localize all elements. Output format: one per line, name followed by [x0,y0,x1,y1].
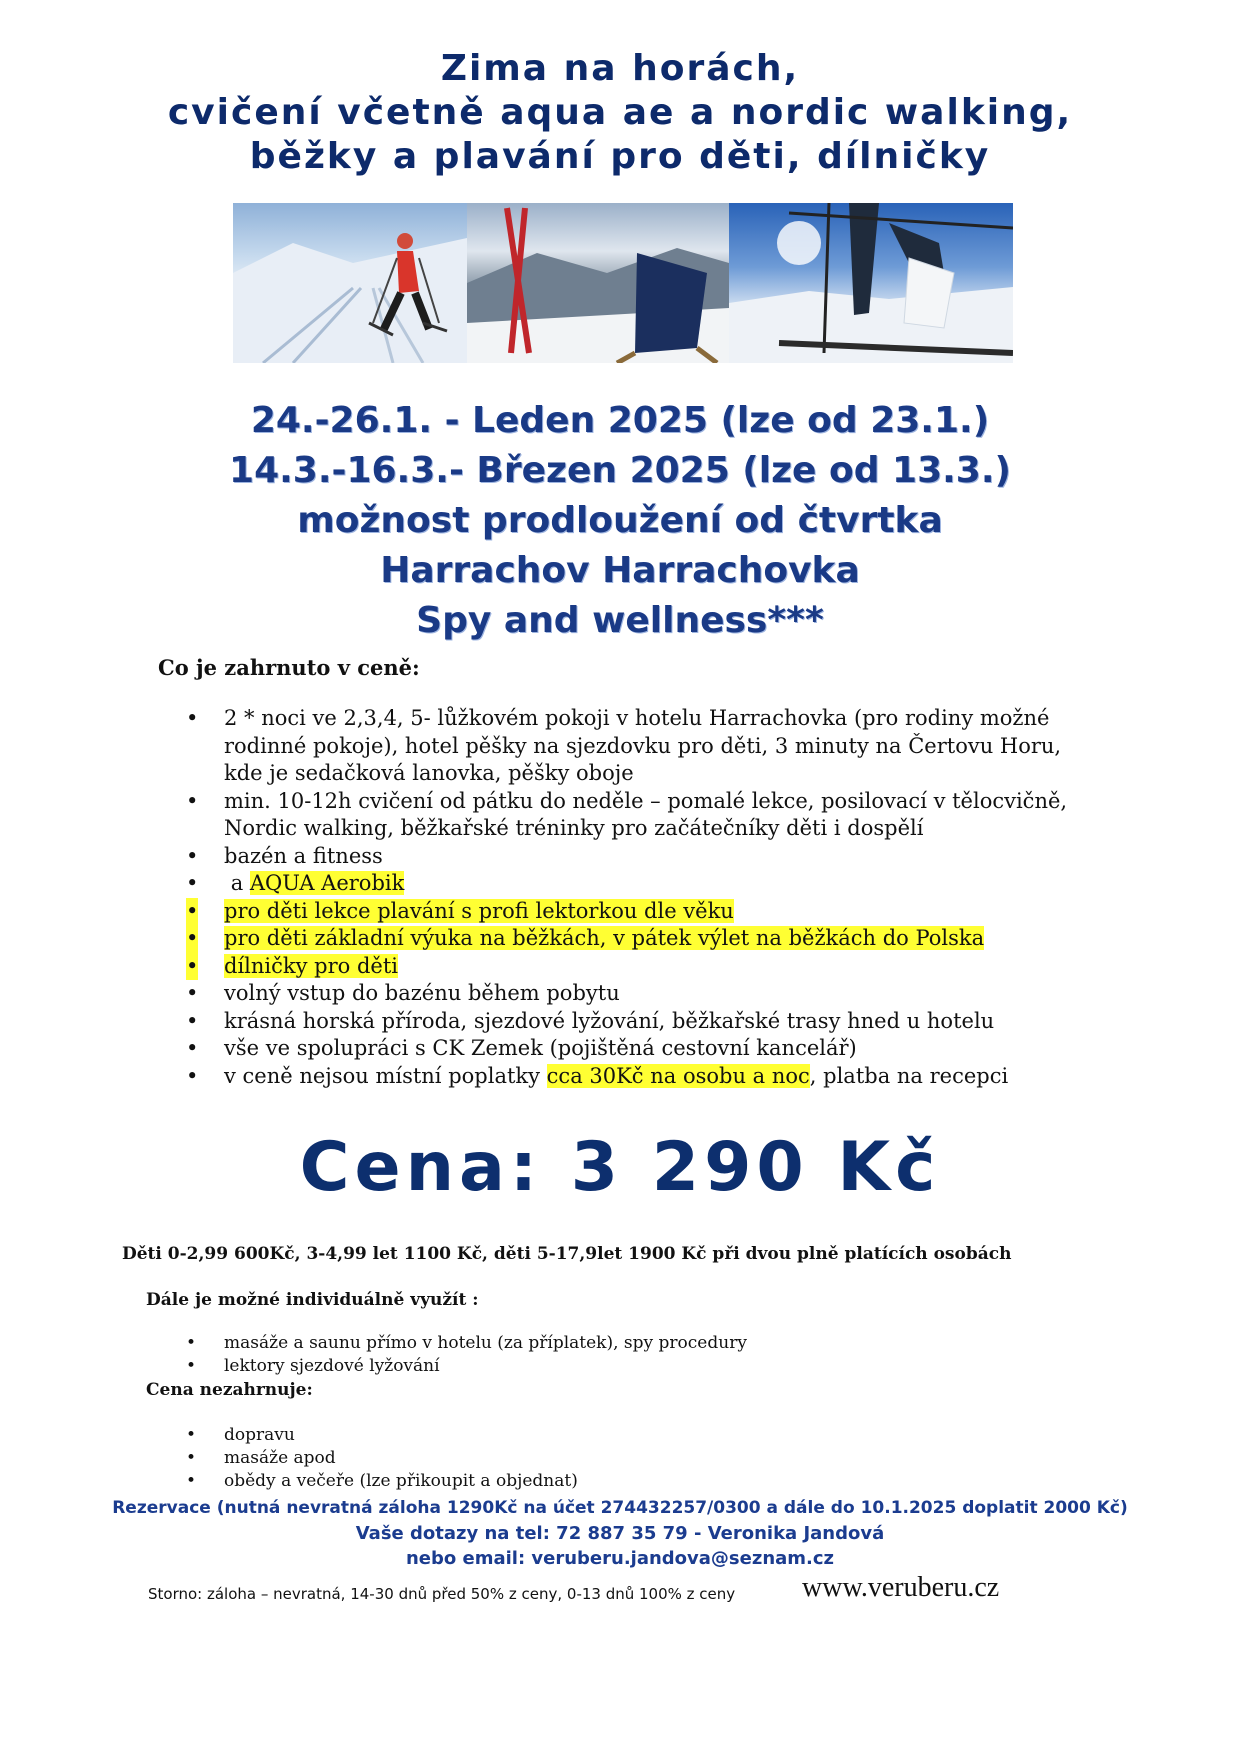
storno-terms: Storno: záloha – nevratná, 14-30 dnů před 50% z ceny, 0-13 dnů 100% z ceny [148,1585,736,1603]
optional-heading: Dále je možné individuálně využít : [146,1290,479,1310]
list-item: • krásná horská příroda, sjezdové lyžování, běžkařské trasy hned u hotelu [186,1008,995,1033]
hotel-line: Spy and wellness*** [416,600,824,641]
list-item: • pro děti základní výuka na běžkách, v pátek výlet na běžkách do Polska [186,925,1106,953]
reservation-line: Rezervace (nutná nevratná záloha 1290Kč na účet 274432257/0300 a dále do 10.1.2025 doplatit 2000 Kč) [112,1498,1128,1518]
website-link[interactable]: www.veruberu.cz [802,1572,1000,1603]
contact-email[interactable]: nebo email: veruberu.jandova@seznam.cz [405,1548,835,1569]
list-item: • vše ve spolupráci s CK Zemek (pojištěná cestovní kancelář) [186,1036,857,1060]
kids-price: Děti 0-2,99 600Kč, 3-4,99 let 1100 Kč, děti 5-17,9let 1900 Kč při dvou plně platících osobách [122,1244,1012,1264]
list-item: • volný vstup do bazénu během pobytu [186,981,620,1005]
list-item: • a AQUA Aerobik [186,871,405,895]
not-included-list [186,1424,578,1493]
photo-skis-deckchair [467,203,729,363]
photo-skier [233,203,467,363]
extension-note: možnost prodloužení od čtvrtka [297,500,943,541]
list-item: • dílničky pro děti [186,953,1106,981]
photo-skier-boots [729,203,1013,363]
location-line: Harrachov Harrachovka [380,550,860,591]
title-line-3: běžky a plavání pro děti, dílničky [249,136,991,177]
list-item: • obědy a večeře (lze přikoupit a objednat) [186,1471,578,1491]
list-item: • lektory sjezdové lyžování [186,1356,440,1376]
included-heading: Co je zahrnuto v ceně: [158,655,420,680]
list-item: • pro děti lekce plavání s profi lektorkou dle věku [186,898,1106,926]
date-line-march: 14.3.-16.3.- Březen 2025 (lze od 13.3.) [229,450,1011,491]
photo-strip [233,203,1013,363]
list-item: • 2 * noci ve 2,3,4, 5- lůžkovém pokoji v hotelu Harrachovka (pro rodiny možné rodinné pokoje), hotel pěšky na sjezdovku pro děti, 3 minuty na Čertovu Horu, kde je sedačková lanovka, pěšky oboje [186,706,1062,785]
title-line-1: Zima na horách, [440,48,800,89]
included-list [186,705,1106,1090]
price-headline: Cena: 3 290 Kč [299,1128,941,1207]
date-line-january: 24.-26.1. - Leden 2025 (lze od 23.1.) [250,400,990,441]
not-included-heading: Cena nezahrnuje: [146,1380,313,1400]
list-item: • masáže apod [186,1448,336,1468]
list-item: • masáže a saunu přímo v hotelu (za příplatek), spy procedury [186,1333,747,1353]
title-line-2: cvičení včetně aqua ae a nordic walking, [167,92,1073,133]
list-item: • bazén a fitness [186,843,383,868]
list-item: • v ceně nejsou místní poplatky cca 30Kč na osobu a noc, platba na recepci [186,1063,1009,1088]
list-item: • min. 10-12h cvičení od pátku do neděle – pomalé lekce, posilovací v tělocvičně, Nordic walking, běžkařské tréninky pro začátečníky děti i dospělí [186,788,1068,840]
optional-list [186,1332,747,1378]
list-item: • dopravu [186,1425,295,1445]
contact-phone[interactable]: Vaše dotazy na tel: 72 887 35 79 - Veronika Jandová [355,1523,885,1544]
